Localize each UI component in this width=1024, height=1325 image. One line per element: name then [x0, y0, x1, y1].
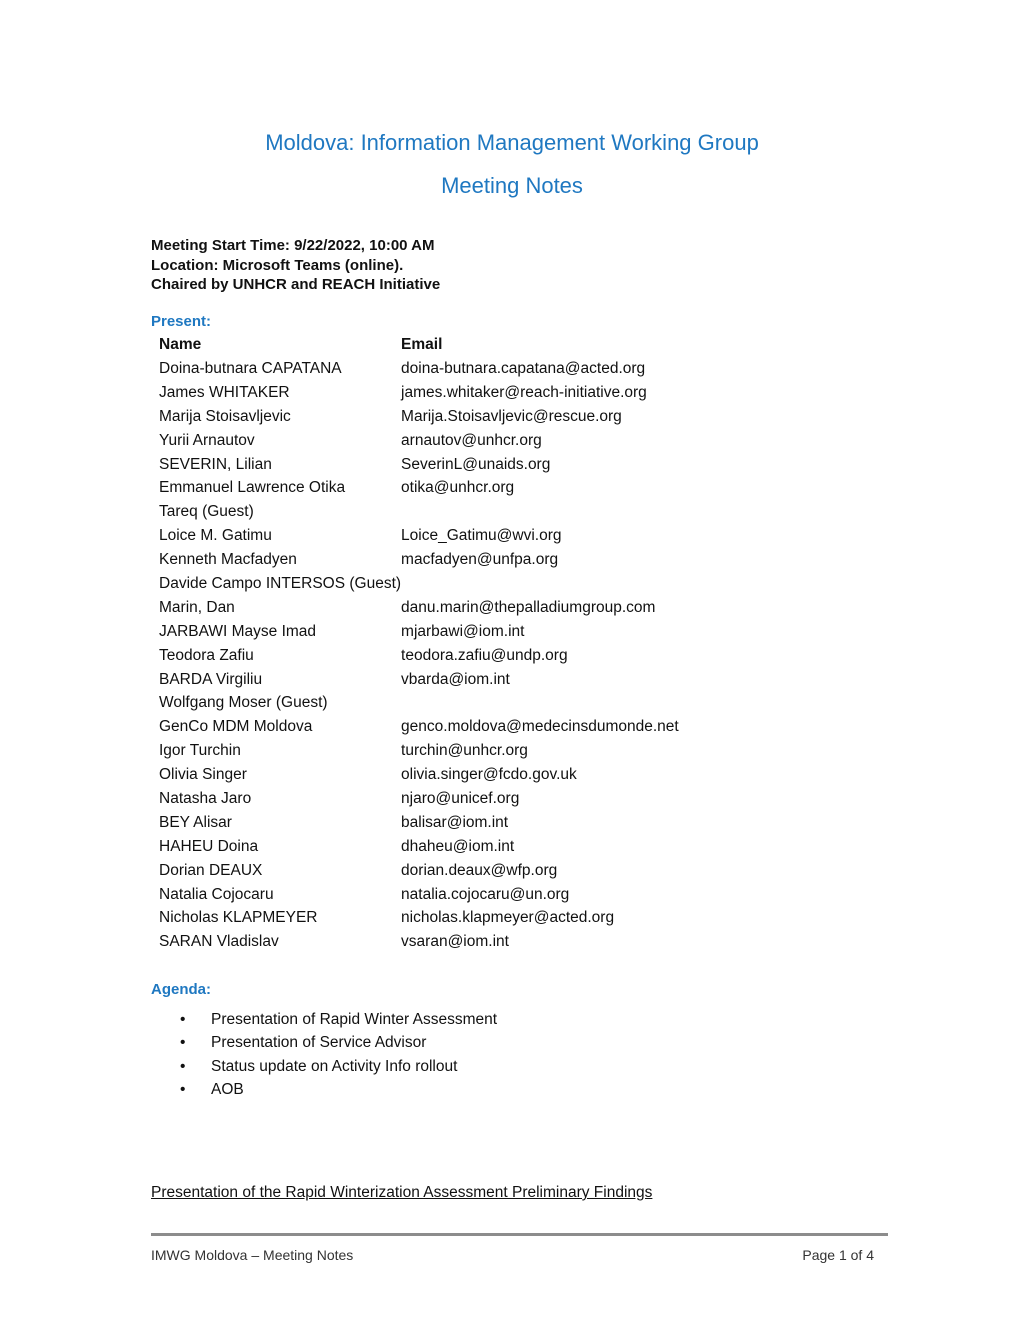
attendee-email	[401, 691, 679, 715]
attendee-name: Marija Stoisavljevic	[159, 407, 291, 425]
attendee-row	[159, 715, 679, 739]
attendee-name: Kenneth Macfadyen	[159, 551, 297, 569]
attendee-name: BEY Alisar	[159, 813, 232, 831]
attendee-name: BARDA Virgiliu	[159, 670, 263, 688]
attendee-name: Wolfgang Moser (Guest)	[159, 694, 328, 712]
attendee-row	[159, 453, 679, 477]
attendee-email: olivia.singer@fcdo.gov.uk	[401, 766, 577, 784]
agenda-heading: Agenda:	[151, 981, 211, 998]
attendee-name: Olivia Singer	[159, 766, 247, 784]
attendee-name: Nicholas KLAPMEYER	[159, 909, 318, 927]
attendee-email: macfadyen@unfpa.org	[401, 551, 559, 569]
attendee-email: teodora.zafiu@undp.org	[401, 646, 568, 664]
attendee-name: Natalia Cojocaru	[159, 885, 274, 903]
attendee-row	[159, 620, 679, 644]
attendee-row	[159, 787, 679, 811]
attendee-email: Marija.Stoisavljevic@rescue.org	[401, 407, 622, 425]
attendee-row	[159, 691, 679, 715]
attendee-email	[401, 572, 679, 596]
attendee-email: Loice_Gatimu@wvi.org	[401, 527, 562, 545]
agenda-item-text: AOB	[211, 1080, 244, 1098]
footer-divider	[151, 1233, 888, 1236]
attendee-email	[401, 500, 679, 524]
attendee-email: dorian.deaux@wfp.org	[401, 861, 558, 879]
attendee-row	[159, 644, 679, 668]
attendee-email: nicholas.klapmeyer@acted.org	[401, 909, 615, 927]
attendee-email: natalia.cojocaru@un.org	[401, 885, 570, 903]
attendee-name: Yurii Arnautov	[159, 431, 255, 449]
bullet-icon: •	[180, 1011, 186, 1028]
attendee-name: Doina-butnara CAPATANA	[159, 359, 342, 377]
attendee-rows	[159, 357, 679, 954]
email-column-header: Email	[401, 336, 443, 353]
attendee-email: vbarda@iom.int	[401, 670, 510, 688]
attendee-email: turchin@unhcr.org	[401, 742, 528, 760]
agenda-item	[180, 1058, 497, 1081]
attendee-email: otika@unhcr.org	[401, 479, 515, 497]
name-column-header: Name	[159, 336, 202, 353]
attendee-row	[159, 811, 679, 835]
bullet-icon: •	[180, 1034, 186, 1052]
attendee-row	[159, 524, 679, 548]
section-heading: Presentation of the Rapid Winterization Assessment Preliminary Findings	[151, 1184, 653, 1201]
attendee-row	[159, 859, 679, 883]
meeting-start-time: Meeting Start Time: 9/22/2022, 10:00 AM	[151, 237, 435, 254]
bullet-icon: •	[180, 1080, 186, 1098]
attendee-email: arnautov@unhcr.org	[401, 431, 542, 449]
agenda-item-text: Presentation of Service Advisor	[211, 1034, 427, 1052]
meeting-location: Location: Microsoft Teams (online).	[151, 256, 404, 274]
attendee-row	[159, 548, 679, 572]
attendee-row	[159, 429, 679, 453]
document-subtitle: Meeting Notes	[441, 173, 583, 198]
attendee-row	[159, 835, 679, 859]
document-title: Moldova: Information Management Working Group	[265, 130, 759, 155]
attendee-row	[159, 357, 679, 381]
attendee-name: Davide Campo INTERSOS (Guest)	[159, 574, 402, 592]
attendee-name: Teodora Zafiu	[159, 646, 254, 664]
attendee-name: HAHEU Doina	[159, 837, 259, 855]
attendee-row	[159, 668, 679, 692]
attendee-name: James WHITAKER	[159, 383, 290, 401]
attendee-name: Igor Turchin	[159, 742, 241, 760]
attendee-email: vsaran@iom.int	[401, 933, 509, 951]
attendee-name: Loice M. Gatimu	[159, 527, 272, 545]
attendee-row	[159, 930, 679, 954]
present-heading: Present:	[151, 313, 212, 330]
attendee-row	[159, 763, 679, 787]
attendee-name: Tareq (Guest)	[159, 503, 254, 521]
attendee-email: balisar@iom.int	[401, 813, 509, 831]
attendee-email: genco.moldova@medecinsdumonde.net	[401, 718, 679, 736]
attendee-row	[159, 476, 679, 500]
attendee-email: mjarbawi@iom.int	[401, 622, 525, 640]
attendee-name: GenCo MDM Moldova	[159, 718, 313, 736]
attendee-row	[159, 906, 679, 930]
attendee-name: JARBAWI Mayse Imad	[159, 622, 317, 640]
attendee-name: Emmanuel Lawrence Otika	[159, 479, 346, 497]
bullet-icon: •	[180, 1057, 186, 1075]
attendee-row	[159, 381, 679, 405]
attendee-email: danu.marin@thepalladiumgroup.com	[401, 598, 656, 616]
attendee-email: doina-butnara.capatana@acted.org	[401, 359, 646, 377]
attendee-name: SARAN Vladislav	[159, 933, 279, 951]
attendee-row	[159, 405, 679, 429]
attendee-name: Natasha Jaro	[159, 789, 252, 807]
meeting-meta	[151, 236, 440, 295]
attendee-email: njaro@unicef.org	[401, 789, 520, 807]
agenda-item	[180, 1034, 497, 1057]
attendee-name: Marin, Dan	[159, 598, 235, 616]
attendee-table	[159, 333, 679, 954]
attendee-row	[159, 739, 679, 763]
agenda-item	[180, 1011, 497, 1034]
footer-title: IMWG Moldova – Meeting Notes	[151, 1247, 354, 1263]
attendee-email: SeverinL@unaids.org	[401, 455, 551, 473]
agenda-list	[180, 1011, 497, 1104]
attendee-row	[159, 596, 679, 620]
agenda-item-text: Presentation of Rapid Winter Assessment	[211, 1011, 498, 1028]
attendee-email: dhaheu@iom.int	[401, 837, 515, 855]
attendee-email: james.whitaker@reach-initiative.org	[401, 383, 647, 401]
attendee-row	[159, 883, 679, 907]
agenda-item	[180, 1081, 497, 1104]
attendee-name: Dorian DEAUX	[159, 861, 263, 879]
attendee-row	[159, 500, 679, 524]
attendee-table-header	[159, 333, 679, 357]
attendee-name: SEVERIN, Lilian	[159, 455, 272, 473]
page-number: Page 1 of 4	[802, 1247, 874, 1263]
attendee-row	[159, 572, 679, 596]
meeting-chair: Chaired by UNHCR and REACH Initiative	[151, 276, 441, 293]
agenda-item-text: Status update on Activity Info rollout	[211, 1057, 458, 1075]
